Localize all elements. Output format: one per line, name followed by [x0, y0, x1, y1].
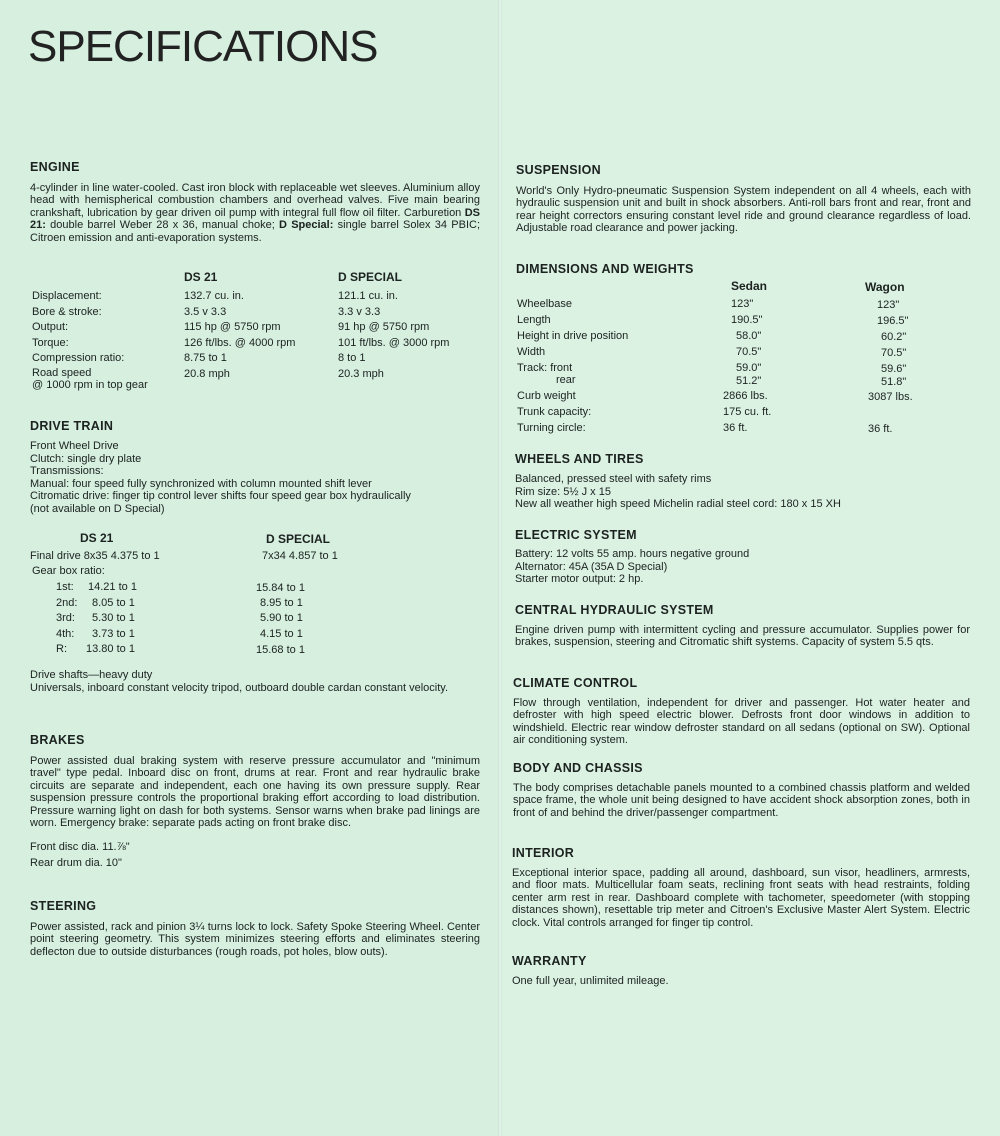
- body-description: The body comprises detachable panels mounted to a combined chassis platform and welded space frame, the whole unit being designed to have accident shock absorption zones, both in front of and behind the driver/passenger compartment.: [513, 782, 970, 819]
- engine-col-dspecial: D SPECIAL: [338, 270, 403, 284]
- dimensions-heading: DIMENSIONS AND WEIGHTS: [516, 262, 694, 276]
- brakes-description: Power assisted dual braking system with reserve pressure accumulator and "minimum travel" type pedal. Inboard disc on front, drums at rear. Front and rear hydraulic brake circuits are separate and independent, each one having its own pressure supply. Rear suspension pressure controls the proportional braking effort according to load distribution. Pressure warning light on dash for both systems. Sensor warns when brake pad linings are worn. Emergency brake: separate pads acting on front brake disc.: [30, 755, 480, 830]
- engine-row-label: Torque:: [32, 337, 69, 349]
- page-fold: [498, 0, 502, 1136]
- engine-row-label: Displacement:: [32, 290, 102, 302]
- dim-wagon: 123": [877, 299, 900, 311]
- drive-line: Clutch: single dry plate: [30, 452, 142, 465]
- engine-row-label: Bore & stroke:: [32, 306, 102, 318]
- final-drive-ds21: Final drive 8x35 4.375 to 1: [30, 550, 160, 562]
- engine-desc-post: single barrel Solex 34 PBIC; Citroen emission and anti-evaporation systems.: [30, 219, 480, 244]
- engine-row-label: Road speed: [32, 367, 92, 379]
- dim-wagon: 59.6": [881, 363, 907, 375]
- dim-sedan: 36 ft.: [723, 422, 748, 434]
- wheels-line: New all weather high speed Michelin radial steel cord: 180 x 15 XH: [515, 498, 841, 510]
- climate-heading: CLIMATE CONTROL: [513, 676, 638, 690]
- gear-dspecial: 15.84 to 1: [256, 582, 305, 594]
- engine-row-ds21: 115 hp @ 5750 rpm: [184, 321, 281, 333]
- gear-ds21: 3.73 to 1: [92, 628, 135, 640]
- engine-description: [30, 182, 480, 244]
- drive-line: (not available on D Special): [30, 502, 165, 515]
- gear-dspecial: 4.15 to 1: [260, 628, 303, 640]
- drive-line: Manual: four speed fully synchronized with column mounted shift lever: [30, 477, 372, 490]
- wheels-lines: [515, 473, 975, 511]
- dim-label: Turning circle:: [517, 422, 586, 434]
- dim-sedan: 175 cu. ft.: [723, 406, 772, 418]
- electric-heading: ELECTRIC SYSTEM: [515, 528, 637, 542]
- engine-row-dspecial: 20.3 mph: [338, 368, 384, 380]
- suspension-description: World's Only Hydro-pneumatic Suspension System independent on all 4 wheels, each with hydraulic suspension unit and built in shock absorbers. Anti-roll bars front and rear, front and rear height correctors ensuring constant level ride and ground clearance regardless of load. Adjustable road clearance and power jacking.: [516, 185, 971, 235]
- engine-desc-dspecial: D Special:: [279, 219, 334, 232]
- dim-wagon: 51.8": [881, 376, 907, 388]
- gear-dspecial: 5.90 to 1: [260, 612, 303, 624]
- engine-row-dspecial: 8 to 1: [338, 352, 366, 364]
- interior-description: Exceptional interior space, padding all around, dashboard, sun visor, headliners, armrests, and floor mats. Multicellular foam seats, reclining front seats with head restraints, folding center arm rest in rear. Dashboard complete with tachometer, speedometer (with stopping distances shown), resettable trip meter and Citroen's Exclusive Master Alert System. Electric clock. Vital controls arranged for finger tip control.: [512, 867, 970, 929]
- dim-wagon: 36 ft.: [868, 423, 893, 435]
- dim-sedan: 58.0": [736, 330, 762, 342]
- gear-ds21: 13.80 to 1: [86, 643, 135, 655]
- wheels-line: Balanced, pressed steel with safety rims: [515, 473, 712, 485]
- engine-row-label: Compression ratio:: [32, 352, 125, 364]
- engine-row-ds21: 132.7 cu. in.: [184, 290, 244, 302]
- drive-line: Front Wheel Drive: [30, 440, 119, 452]
- dim-label: Length: [517, 314, 551, 326]
- dim-col-wagon: Wagon: [865, 280, 905, 294]
- gear-dspecial: 8.95 to 1: [260, 597, 303, 609]
- dim-sedan: 2866 lbs.: [723, 390, 768, 402]
- gear-name: 3rd:: [56, 612, 75, 624]
- wheels-heading: WHEELS AND TIRES: [515, 452, 644, 466]
- dim-sedan: 51.2": [736, 375, 762, 387]
- engine-row-label: Output:: [32, 321, 69, 333]
- engine-row-ds21: 126 ft/lbs. @ 4000 rpm: [184, 337, 296, 349]
- page-title: SPECIFICATIONS: [28, 22, 378, 71]
- dim-col-sedan: Sedan: [731, 279, 768, 293]
- electric-line: Battery: 12 volts 55 amp. hours negative ground: [515, 548, 750, 560]
- dim-label: Wheelbase: [517, 298, 573, 310]
- dim-label: rear: [556, 374, 576, 386]
- hydraulic-heading: CENTRAL HYDRAULIC SYSTEM: [515, 603, 714, 617]
- engine-row-dspecial: 101 ft/lbs. @ 3000 rpm: [338, 337, 450, 349]
- warranty-description: One full year, unlimited mileage.: [512, 975, 669, 987]
- engine-row-dspecial: 121.1 cu. in.: [338, 290, 398, 302]
- engine-row-dspecial: 3.3 v 3.3: [338, 306, 381, 318]
- hydraulic-description: Engine driven pump with intermittent cycling and pressure accumulator. Supplies power for brakes, suspension, steering and Citromatic shift systems. Capacity of system 5.5 qts.: [515, 624, 970, 649]
- engine-row-ds21: 20.8 mph: [184, 368, 230, 380]
- steering-description: Power assisted, rack and pinion 3¼ turns lock to lock. Safety Spoke Steering Wheel. Center point steering geometry. This system minimizes steering efforts and eliminates steering deflecton due to outside disturbances (rough roads, pot holes, blow outs).: [30, 921, 480, 958]
- engine-col-ds21: DS 21: [184, 270, 218, 284]
- dim-label: Height in drive position: [517, 330, 629, 342]
- electric-line: Starter motor output: 2 hp.: [515, 573, 644, 585]
- steering-heading: STEERING: [30, 899, 97, 913]
- brakes-heading: BRAKES: [30, 733, 85, 747]
- dim-label: Width: [517, 346, 546, 358]
- drive-train-heading: DRIVE TRAIN: [30, 419, 114, 433]
- suspension-heading: SUSPENSION: [516, 163, 601, 177]
- engine-row-dspecial: 91 hp @ 5750 rpm: [338, 321, 430, 333]
- drive-train-lines: [30, 440, 490, 515]
- electric-line: Alternator: 45A (35A D Special): [515, 560, 668, 573]
- gear-name: 1st:: [56, 581, 74, 593]
- gear-ds21: 5.30 to 1: [92, 612, 135, 624]
- body-heading: BODY AND CHASSIS: [513, 761, 643, 775]
- engine-desc-ds21: DS 21:: [30, 206, 480, 232]
- dim-sedan: 70.5": [736, 346, 762, 358]
- gear-name: R:: [56, 643, 67, 655]
- front-disc: Front disc dia. 11.⅞": [30, 841, 130, 853]
- climate-description: Flow through ventilation, independent for driver and passenger. Hot water heater and defroster with high speed electric blower. Defrosts front door windows in addition to windshield. Electric rear window defroster standard on all sedans (optional on SW). Optional air conditioning system.: [513, 697, 970, 747]
- dim-label: Trunk capacity:: [517, 406, 592, 418]
- dim-label: Track: front: [517, 362, 573, 374]
- engine-row-ds21: 8.75 to 1: [184, 352, 227, 364]
- engine-row-ds21: 3.5 v 3.3: [184, 306, 227, 318]
- drive-shafts: Drive shafts—heavy duty: [30, 669, 153, 681]
- gear-name: 4th:: [56, 628, 75, 640]
- electric-lines: [515, 548, 975, 586]
- gear-ds21: 14.21 to 1: [88, 581, 137, 593]
- warranty-heading: WARRANTY: [512, 954, 587, 968]
- drive-line: Citromatic drive: finger tip control lever shifts four speed gear box hydraulically: [30, 490, 411, 502]
- dim-sedan: 190.5": [731, 314, 763, 326]
- dim-label: Curb weight: [517, 390, 576, 402]
- drive-col-dspecial: D SPECIAL: [266, 532, 331, 546]
- engine-road-speed-sub: @ 1000 rpm in top gear: [32, 379, 148, 391]
- drive-line: Transmissions:: [30, 465, 104, 477]
- engine-heading: ENGINE: [30, 160, 80, 174]
- gear-name: 2nd:: [56, 597, 78, 609]
- gear-ds21: 8.05 to 1: [92, 597, 135, 609]
- universals: Universals, inboard constant velocity tripod, outboard double cardan constant velocity.: [30, 682, 449, 694]
- final-drive-dspecial: 7x34 4.857 to 1: [262, 550, 338, 562]
- gear-dspecial: 15.68 to 1: [256, 644, 305, 656]
- dim-wagon: 70.5": [881, 347, 907, 359]
- engine-desc-mid: double barrel Weber 28 x 36, manual choke;: [45, 219, 280, 232]
- dim-wagon: 3087 lbs.: [868, 391, 913, 403]
- interior-heading: INTERIOR: [512, 846, 575, 860]
- gear-box-label: Gear box ratio:: [32, 565, 105, 577]
- dim-wagon: 60.2": [881, 331, 907, 343]
- rear-drum: Rear drum dia. 10": [30, 857, 122, 869]
- dim-sedan: 123": [731, 298, 754, 310]
- dim-sedan: 59.0": [736, 362, 762, 374]
- dim-wagon: 196.5": [877, 315, 909, 327]
- wheels-line: Rim size: 5½ J x 15: [515, 485, 611, 498]
- engine-desc-pre: 4-cylinder in line water-cooled. Cast iron block with replaceable wet sleeves. Aluminium alloy head with hemispherical combustion chambers and overhead valves. Five main bearing crankshaft, lubrication by gear driven oil pump with integral full flow oil filter. Carburetion: [30, 182, 480, 219]
- drive-col-ds21: DS 21: [80, 531, 114, 545]
